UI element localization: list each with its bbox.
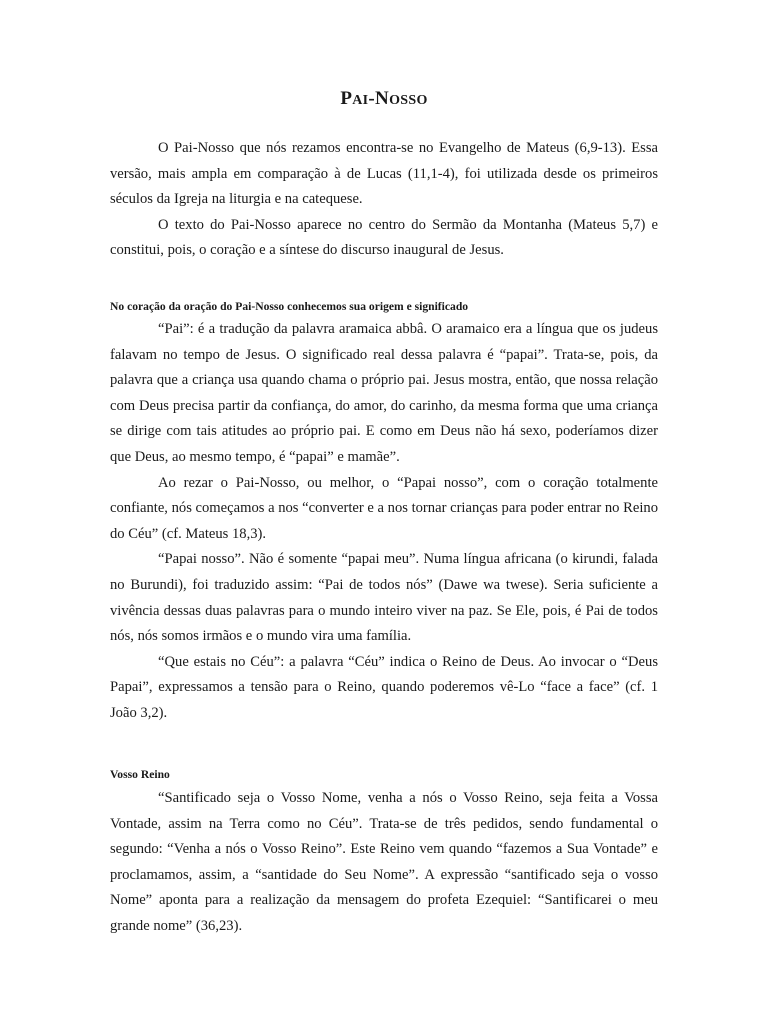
section-heading: No coração da oração do Pai-Nosso conhecemos sua origem e significado	[110, 300, 469, 313]
section-paragraph: “Papai nosso”. Não é somente “papai meu”. Numa língua africana (o kirundi, falada no Burundi), foi traduzido assim: “Pai de todos nós” (Dawe wa twese). Seria suficiente a vivência dessas duas palavras para o mundo inteiro viver na paz. Se Ele, pois, é Pai de todos nós, nós somos irmãos e o mundo vira uma família.	[110, 551, 658, 645]
section-paragraph: Ao rezar o Pai-Nosso, ou melhor, o “Papai nosso”, com o coração totalmente confiante, nós começamos a nos “converter e a nos tornar crianças para poder entrar no Reino do Céu” (cf. Mateus 18,3).	[110, 474, 658, 542]
section-heading: Vosso Reino	[110, 768, 170, 781]
title-part: AI	[352, 93, 369, 108]
section-heading-wrapper	[110, 298, 658, 316]
section-heading-wrapper	[110, 766, 658, 784]
intro-paragraph: O texto do Pai-Nosso aparece no centro do Sermão da Montanha (Mateus 5,7) e constitui, pois, o coração e a síntese do discurso inaugural de Jesus.	[110, 216, 658, 259]
intro-section	[110, 136, 658, 264]
section-body	[110, 786, 658, 940]
section-paragraph: “Que estais no Céu”: a palavra “Céu” indica o Reino de Deus. Ao invocar o “Deus Papai”, expressamos a tensão para o Reino, quando poderemos vê-Lo “face a face” (cf. 1 João 3,2).	[110, 653, 658, 721]
intro-paragraph: O Pai-Nosso que nós rezamos encontra-se no Evangelho de Mateus (6,9-13). Essa versão, mais ampla em comparação à de Lucas (11,1-4), foi utilizada desde os primeiros séculos da Igreja na liturgia e na catequese.	[110, 140, 658, 208]
section-body	[110, 317, 658, 727]
section-paragraph: “Santificado seja o Vosso Nome, venha a nós o Vosso Reino, seja feita a Vossa Vontade, assim na Terra como no Céu”. Trata-se de três pedidos, sendo fundamental o segundo: “Venha a nós o Vosso Reino”. Este Reino vem quando “fazemos a Sua Vontade” e proclamamos, assim, a “santidade do Seu Nome”. A expressão “santificado seja o vosso Nome” aponta para a realização da mensagem do profeta Ezequiel: “Santificarei o meu grande nome” (36,23).	[110, 790, 658, 934]
title-part: P	[340, 88, 353, 109]
title-part: OSSO	[389, 93, 428, 108]
title-part: -N	[368, 88, 390, 109]
section-paragraph: “Pai”: é a tradução da palavra aramaica abbâ. O aramaico era a língua que os judeus falavam no tempo de Jesus. O significado real dessa palavra é “papai”. Trata-se, pois, da palavra que a criança usa quando chama o próprio pai. Jesus mostra, então, que nossa relação com Deus precisa partir da confiança, do amor, do carinho, da mesma forma que uma criança se dirige com tais atitudes ao próprio pai. E como em Deus não há sexo, poderíamos dizer que Deus, ao mesmo tempo, é “papai” e mamãe”.	[110, 321, 658, 465]
page-title	[110, 88, 658, 110]
